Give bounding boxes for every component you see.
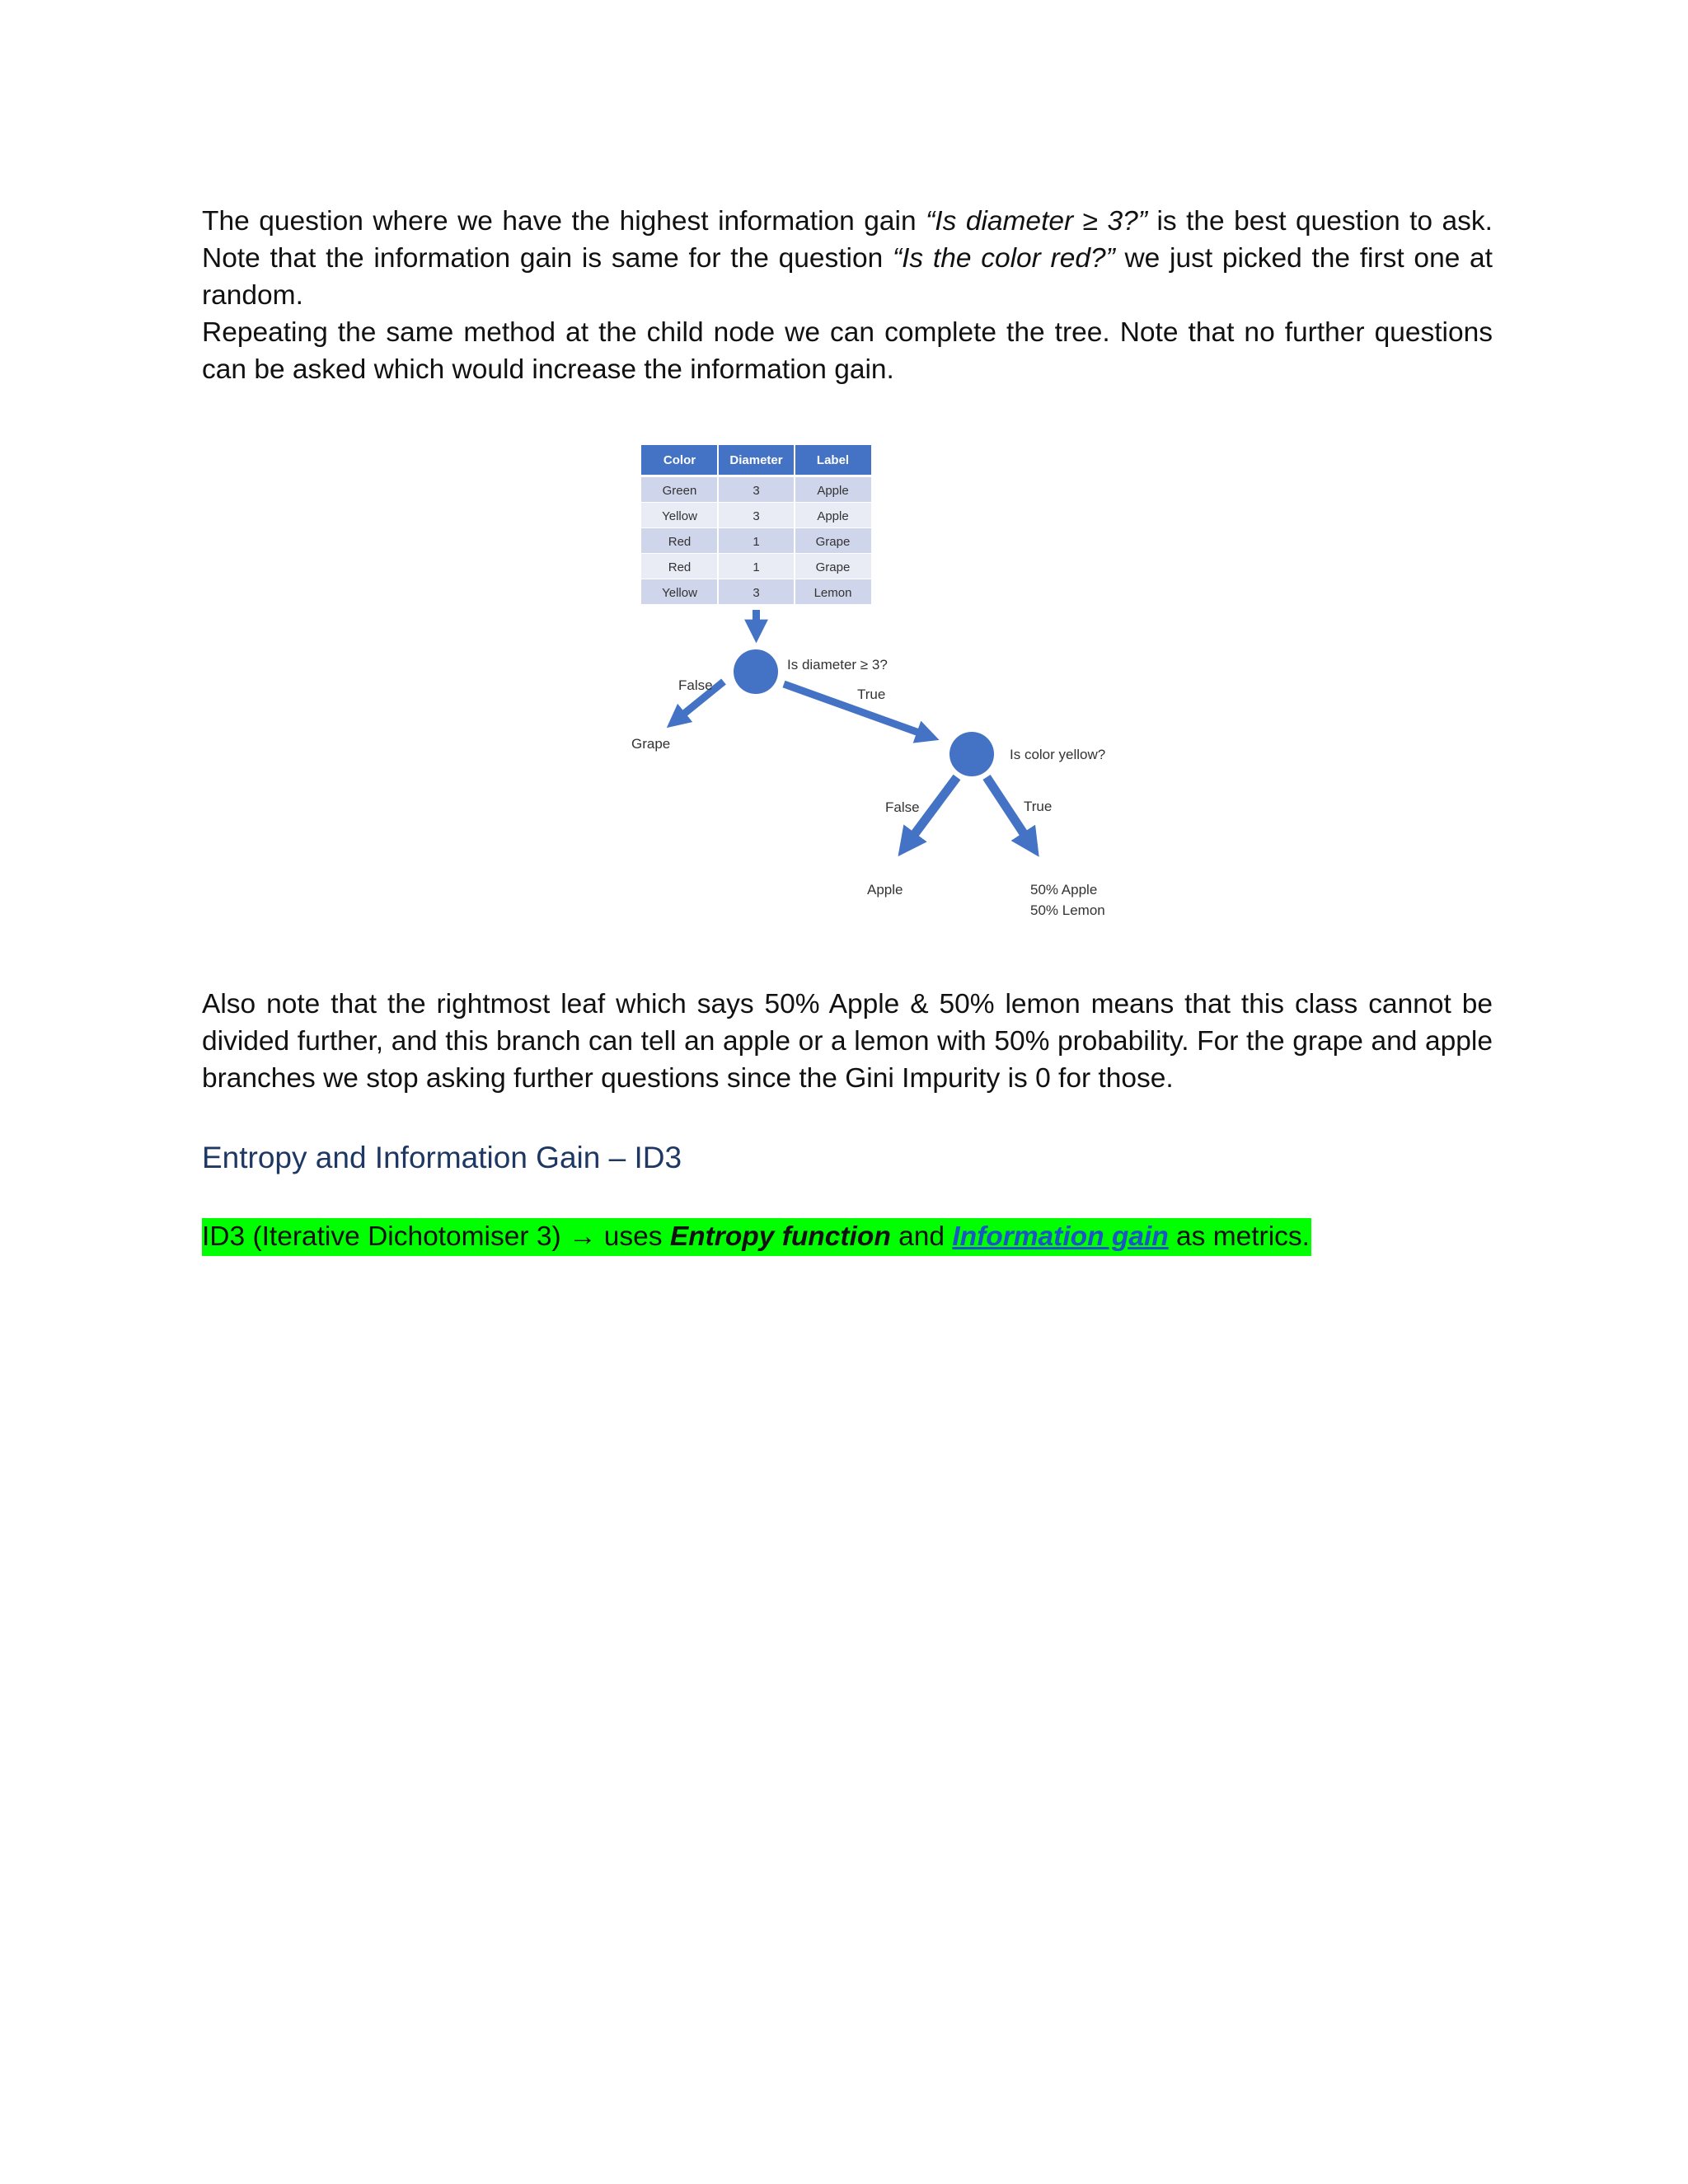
leaf-grape-label: Grape xyxy=(631,736,671,752)
data-table xyxy=(641,445,871,604)
decision-tree-figure xyxy=(617,437,1177,931)
table-cell: 1 xyxy=(753,560,760,574)
child-false-label: False xyxy=(885,799,920,815)
quoted-question-diameter: “Is diameter ≥ 3?” xyxy=(926,206,1147,237)
highlight-text: and xyxy=(890,1221,953,1252)
paragraph-repeat-method: Repeating the same method at the child node we can complete the tree. Note that no further questions can be asked which would increase the information gain. xyxy=(202,317,1493,385)
paragraph-rightmost-leaf: Also note that the rightmost leaf which says 50% Apple & 50% lemon means that this class cannot be divided further, and this branch can tell an apple or a lemon with 50% probability. For the grape and apple branches we stop asking further questions since the Gini Impurity is 0 for those. xyxy=(202,989,1493,1094)
leaf-mixed-line1: 50% Apple xyxy=(1030,882,1098,898)
paragraph-best-question xyxy=(202,203,1493,314)
highlighted-id3-line xyxy=(202,1218,1311,1256)
true-arrow-icon xyxy=(784,684,928,736)
table-cell: 3 xyxy=(753,509,760,523)
root-node xyxy=(734,649,778,694)
paragraph-text: is the best question to ask. Note that the information gain is same for the question xyxy=(202,206,1493,274)
table-cell: 1 xyxy=(753,535,760,549)
leaf-mixed-line2: 50% Lemon xyxy=(1030,902,1105,918)
table-header-label: Label xyxy=(816,453,850,467)
root-false-label: False xyxy=(678,677,713,693)
table-cell: Yellow xyxy=(662,509,697,523)
highlight-text: ID3 (Iterative Dichotomiser 3) → uses xyxy=(202,1221,670,1252)
table-cell: Apple xyxy=(817,484,849,498)
quoted-question-color: “Is the color red?” xyxy=(892,243,1115,274)
table-cell: Grape xyxy=(815,535,851,549)
table-cell: 3 xyxy=(753,586,760,600)
child-question-label: Is color yellow? xyxy=(1010,747,1106,762)
section-heading: Entropy and Information Gain – ID3 xyxy=(202,1141,682,1174)
table-cell: Yellow xyxy=(662,586,697,600)
table-cell: Red xyxy=(668,535,692,549)
root-question-label: Is diameter ≥ 3? xyxy=(787,657,888,673)
child-true-label: True xyxy=(1024,799,1053,814)
highlight-text: as metrics. xyxy=(1168,1221,1310,1252)
paragraph-text: we just picked the first one at random. xyxy=(202,243,1493,311)
child-node xyxy=(950,732,994,776)
entropy-function-text: Entropy function xyxy=(669,1221,891,1252)
table-cell: Lemon xyxy=(814,586,852,600)
table-cell: Grape xyxy=(815,560,851,574)
page-body xyxy=(202,203,1493,388)
table-header-color: Color xyxy=(663,453,696,467)
table-cell: Apple xyxy=(817,509,849,523)
table-cell: 3 xyxy=(753,484,760,498)
root-true-label: True xyxy=(857,687,886,702)
information-gain-link[interactable]: Information gain xyxy=(952,1221,1169,1252)
table-header-diameter: Diameter xyxy=(729,453,783,467)
leaf-apple-label: Apple xyxy=(867,882,903,898)
table-cell: Green xyxy=(662,484,697,498)
table-cell: Red xyxy=(668,560,692,574)
paragraph-text: The question where we have the highest information gain xyxy=(202,206,926,237)
